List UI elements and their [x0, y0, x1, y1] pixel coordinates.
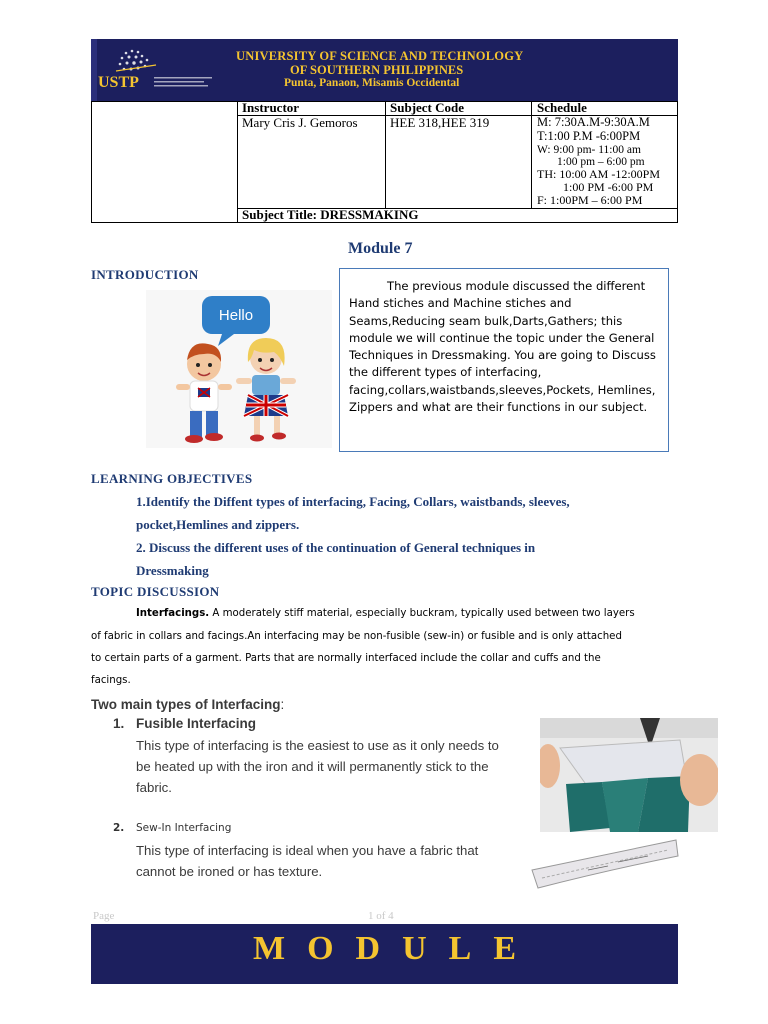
schedule-line: T:1:00 P.M -6:00PM: [537, 129, 641, 143]
fusible-interfacing-photo: [540, 718, 718, 832]
type1-line: fabric.: [136, 780, 172, 795]
interfacing-paragraph-line: facings.: [91, 675, 131, 686]
university-address: Punta, Panaon, Misamis Occidental: [284, 77, 460, 89]
subject-title: Subject Title: DRESSMAKING: [242, 207, 419, 222]
instructor-label: Instructor: [242, 100, 300, 115]
interfacing-paragraph-line: of fabric in collars and facings.An interfacing may be non-fusible (sew-in) or fusible and is only attached: [91, 631, 622, 642]
schedule-label: Schedule: [537, 100, 587, 115]
subject-code-value: HEE 318,HEE 319: [390, 115, 490, 130]
logo-text: USTP: [98, 74, 139, 91]
type2-title: Sew-In Interfacing: [136, 822, 232, 834]
page-number: 1 of 4: [368, 910, 394, 922]
kids-hello-illustration: [146, 290, 332, 448]
university-name-line1: UNIVERSITY OF SCIENCE AND TECHNOLOGY: [236, 49, 524, 63]
table-divider: [531, 101, 532, 209]
sew-in-interfacing-photo: [528, 836, 680, 892]
objective-line: pocket,Hemlines and zippers.: [136, 517, 300, 532]
type2-line: cannot be ironed or has texture.: [136, 864, 323, 879]
type1-line: This type of interfacing is the easiest to use as it only needs to: [136, 738, 499, 753]
table-divider: [385, 101, 386, 209]
footer-module-text: MODULE: [253, 930, 538, 967]
objective-line: 2. Discuss the different uses of the continuation of General techniques in: [136, 540, 536, 555]
introduction-heading: INTRODUCTION: [91, 267, 199, 282]
ustp-logo: [96, 45, 226, 97]
type2-number: 2.: [113, 822, 125, 834]
interfacing-types-title: Two main types of Interfacing:: [91, 697, 285, 712]
schedule-line: M: 7:30A.M-9:30A.M: [537, 115, 650, 129]
schedule-line: W: 9:00 pm- 11:00 am: [537, 144, 641, 156]
schedule-line: TH: 10:00 AM -12:00PM: [537, 167, 661, 181]
interfacing-paragraph-line: to certain parts of a garment. Parts that are normally interfaced include the collar and cuffs and the: [91, 653, 601, 664]
instructor-value: Mary Cris J. Gemoros: [242, 115, 358, 130]
type2-line: This type of interfacing is ideal when you have a fabric that: [136, 843, 479, 858]
objective-line: Dressmaking: [136, 563, 209, 578]
objective-line: 1.Identify the Diffent types of interfacing, Facing, Collars, waistbands, sleeves,: [136, 494, 570, 509]
type1-title: Fusible Interfacing: [136, 716, 257, 731]
module-title: Module 7: [348, 240, 413, 257]
schedule-line: 1:00 pm – 6:00 pm: [557, 156, 645, 168]
subject-code-label: Subject Code: [390, 100, 465, 115]
type1-number: 1.: [113, 716, 125, 731]
table-divider: [237, 101, 238, 223]
type1-line: be heated up with the iron and it will permanently stick to the: [136, 759, 489, 774]
introduction-textbox: [339, 268, 669, 452]
introduction-text: The previous module discussed the different Hand stiches and Machine stiches and Seams,Reducing seam bulk,Darts,Gathers; this module we will continue the topic under the General Techniques in Dressmaking. You are going to Discuss the different types of interfacing, facing,collars,waistbands,sleeves,Pockets, Hemlines, Zippers and what are their functions in our subject.: [349, 279, 656, 415]
topic-discussion-heading: TOPIC DISCUSSION: [91, 584, 220, 599]
learning-objectives-heading: LEARNING OBJECTIVES: [91, 471, 253, 486]
page-label: Page: [93, 910, 115, 922]
hello-bubble-text: Hello: [218, 307, 254, 324]
schedule-line: F: 1:00PM – 6:00 PM: [537, 193, 643, 207]
interfacing-paragraph-line1: Interfacings. A moderately stiff material, especially buckram, typically used between two layers: [136, 608, 635, 619]
university-name-line2: OF SOUTHERN PHILIPPINES: [290, 63, 464, 77]
schedule-line: 1:00 PM -6:00 PM: [563, 180, 654, 194]
interfacing-term: Interfacings.: [136, 608, 210, 619]
